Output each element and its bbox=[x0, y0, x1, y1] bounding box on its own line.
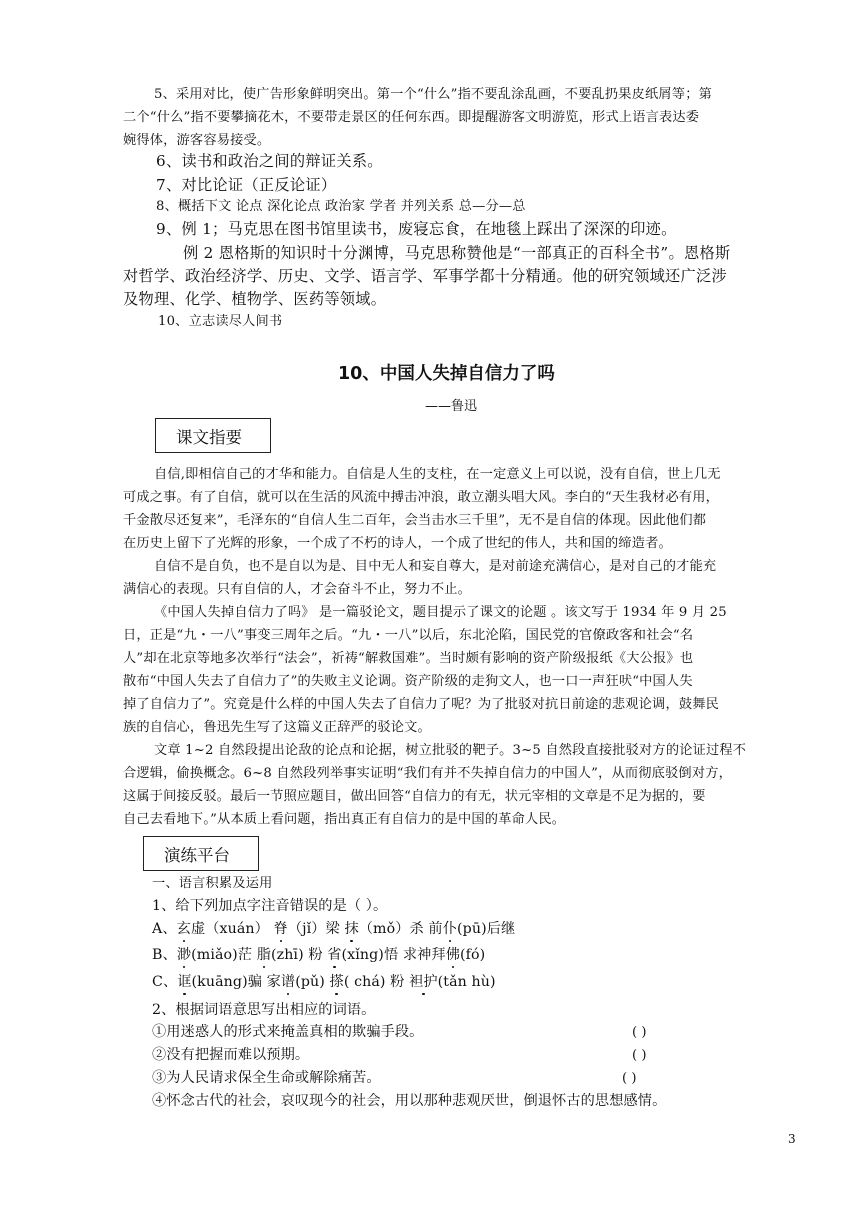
option-b: B、渺(miǎo)茫 脂(zhī) 粉 省(xǐng)悟 求神拜佛(fó) bbox=[152, 947, 486, 963]
option-a: A、玄虚（xuán） 脊（jǐ）梁 抹（mǒ）杀 前仆(pū)后继 bbox=[152, 921, 516, 937]
guide-p3-line-5: 掉了自信力了”。究竟是什么样的中国人失去了自信力了呢？为了批驳对抗日前途的悲观论调，鼓舞民 bbox=[123, 697, 719, 712]
guide-p4-line-3: 这属于间接反驳。最后一节照应题目，做出回答“自信力的有无，状元宰相的文章是不足为据的，要 bbox=[123, 789, 706, 804]
question-2-item-4: ④怀念古代的社会，哀叹现今的社会，用以那种悲观厌世，倒退怀古的思想感情。 bbox=[152, 1093, 667, 1109]
practice-header-label: 演练平台 bbox=[164, 845, 230, 865]
lesson-author: ——鲁迅 bbox=[425, 399, 478, 414]
guide-p2-line-2: 满信心的表现。只有自信的人，才会奋斗不止，努力不止。 bbox=[123, 582, 472, 597]
answer-10: 10、立志读尽人间书 bbox=[158, 314, 283, 329]
dotted-char: 抹 bbox=[344, 921, 359, 937]
answer-9-line-1: 9、例 1；马克思在图书馆里读书，废寝忘食，在地毯上踩出了深深的印迹。 bbox=[156, 220, 677, 238]
guide-p1-line-1: 自信,即相信自己的才华和能力。自信是人生的支柱，在一定意义上可以说，没有自信，世上几无 bbox=[154, 467, 721, 482]
answer-blank[interactable]: ( ) bbox=[632, 1048, 647, 1063]
dotted-char: 省 bbox=[327, 947, 342, 963]
guide-p1-line-4: 在历史上留下了光辉的形象，一个成了不朽的诗人，一个成了世纪的伟人，共和国的缔造者。 bbox=[123, 536, 672, 551]
answer-7: 7、对比论证（正反论证） bbox=[156, 176, 337, 194]
answer-5-line-2: 二个“什么”指不要攀摘花木，不要带走景区的任何东西。即提醒游客文明游览，形式上语言表达委 bbox=[123, 110, 700, 125]
guide-p4-line-2: 合逻辑，偷换概念。6~8 自然段列举事实证明“我们有并不失掉自信力的中国人”，从而彻底驳倒对方， bbox=[123, 766, 732, 781]
guide-p3-line-4: 散布“中国人失去了自信力了”的失败主义论调。资产阶级的走狗文人，也一口一声狂吠“中国人失 bbox=[123, 674, 693, 689]
answer-blank[interactable]: ( ) bbox=[632, 1025, 647, 1040]
guide-p3-line-6: 族的自信心，鲁迅先生写了这篇义正辞严的驳论文。 bbox=[123, 720, 431, 735]
guide-p1-line-3: 千金散尽还复来”，毛泽东的“自信人生二百年，会当击水三千里”，无不是自信的体现。因此他们都 bbox=[123, 513, 707, 528]
answer-9-line-2: 例 2 恩格斯的知识时十分渊博，马克思称赞他是“一部真正的百科全书”。恩格斯 bbox=[183, 244, 731, 262]
dotted-char: 诓 bbox=[177, 974, 192, 990]
question-2-item-3: ③为人民请求保全生命或解除痛苦。 bbox=[152, 1070, 381, 1086]
practice-header-box bbox=[143, 836, 259, 871]
option-c: C、诓(kuāng)骗 家谱(pǔ) 搽( chá) 粉 袒护(tǎn hù) bbox=[152, 974, 496, 990]
answer-6: 6、读书和政治之间的辩证关系。 bbox=[156, 152, 383, 170]
question-2-item-2: ②没有把握而难以预期。 bbox=[152, 1047, 310, 1063]
dotted-char: 脂 bbox=[256, 947, 271, 963]
guide-header-box bbox=[155, 418, 271, 453]
answer-9-line-3: 对哲学、政治经济学、历史、文学、语言学、军事学都十分精通。他的研究领域还广泛涉 bbox=[123, 267, 728, 285]
guide-header-label: 课文指要 bbox=[176, 427, 242, 447]
answer-5-line-3: 婉得体，游客容易接受。 bbox=[123, 133, 271, 148]
dotted-char: 袒护 bbox=[409, 974, 438, 990]
dotted-char: 渺 bbox=[176, 947, 192, 963]
question-2-item-1: ①用迷惑人的形式来掩盖真相的欺骗手段。 bbox=[152, 1024, 424, 1040]
dotted-char: 搽 bbox=[329, 974, 344, 990]
dotted-char: 佛 bbox=[445, 947, 461, 963]
answer-5-line-1: 5、采用对比，使广告形象鲜明突出。第一个“什么”指不要乱涂乱画，不要乱扔果皮纸屑等；第 bbox=[154, 87, 712, 102]
answer-8: 8、概括下文 论点 深化论点 政治家 学者 并列关系 总—分—总 bbox=[156, 199, 526, 214]
guide-p2-line-1: 自信不是自负，也不是自以为是、目中无人和妄自尊大，是对前途充满信心，是对自己的才能充 bbox=[154, 559, 717, 574]
dotted-char: 谱 bbox=[280, 974, 296, 990]
guide-p4-line-1: 文章 1~2 自然段提出论敌的论点和论据，树立批驳的靶子。3~5 自然段直接批驳对方的论证过程不 bbox=[154, 743, 747, 758]
dotted-char: 玄 bbox=[176, 921, 191, 937]
dotted-char: 脊 bbox=[273, 921, 288, 937]
guide-p1-line-2: 可成之事。有了自信，就可以在生活的风流中搏击冲浪，敢立潮头唱大风。李白的“天生我材必有用， bbox=[123, 490, 719, 505]
answer-9-line-4: 及物理、化学、植物学、医药等领域。 bbox=[123, 290, 387, 308]
guide-p4-line-4: 自己去看地下。”从本质上看问题，指出真正有自信力的是中国的革命人民。 bbox=[123, 812, 566, 827]
question-1: 1、给下列加点字注音错误的是（ ）。 bbox=[152, 898, 388, 914]
guide-p3-line-3: 人”却在北京等地多次举行“法会”，祈祷“解救国难”。当时颇有影响的资产阶级报纸《大公报》也 bbox=[123, 651, 694, 666]
answer-blank[interactable]: ( ) bbox=[622, 1071, 637, 1086]
guide-p3-line-1: 《中国人失掉自信力了吗》 是一篇驳论文，题目提示了课文的论题 。该文写于 1934 年 9 月 25 bbox=[154, 605, 727, 620]
question-2: 2、根据词语意思写出相应的词语。 bbox=[152, 1002, 376, 1018]
guide-p3-line-2: 日，正是“九・一八”事变三周年之后。“九・一八”以后，东北沦陷，国民党的官僚政客和社会“名 bbox=[123, 628, 694, 643]
page-number: 3 bbox=[788, 1132, 796, 1146]
practice-section-1: 一、语言积累及运用 bbox=[152, 876, 273, 891]
dotted-char: 仆 bbox=[442, 921, 458, 937]
lesson-title: 10、中国人失掉自信力了吗 bbox=[338, 364, 555, 384]
